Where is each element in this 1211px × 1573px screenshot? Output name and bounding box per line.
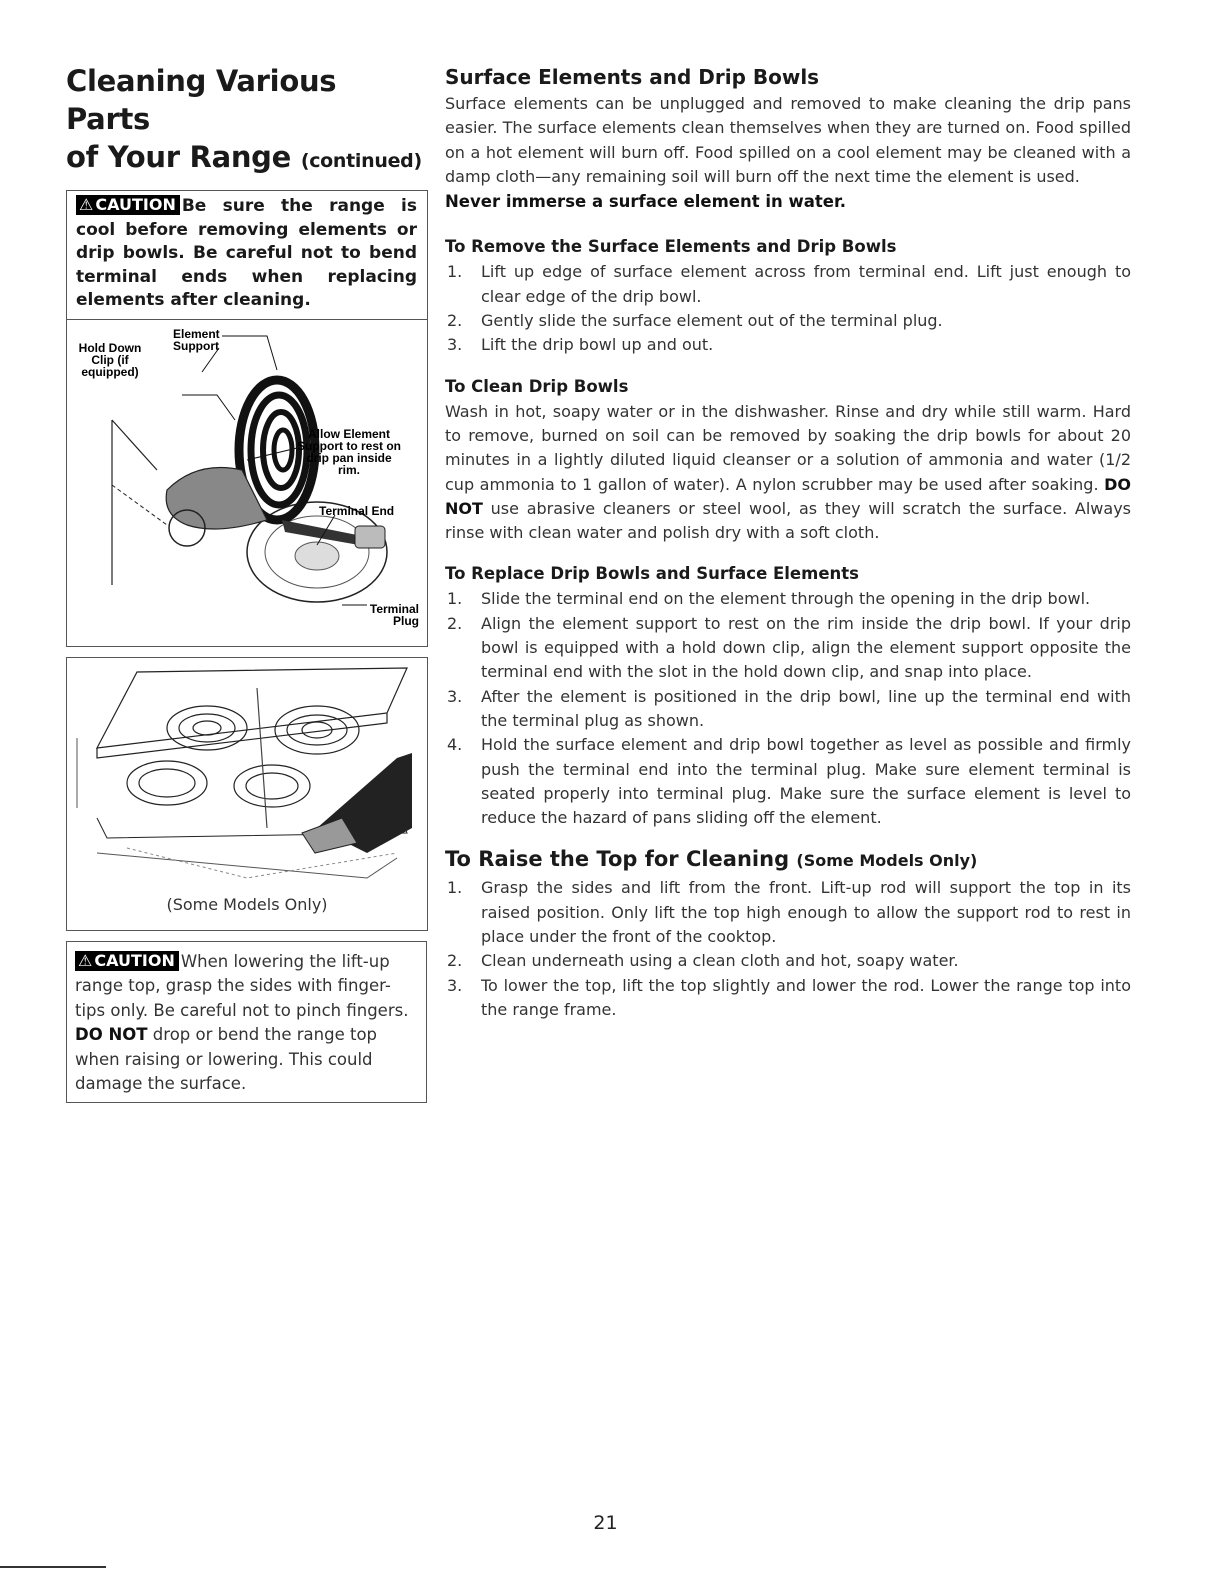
step-text: Gently slide the surface element out of the terminal plug. xyxy=(481,311,943,331)
list-item xyxy=(445,974,1131,1023)
step-number: 2. xyxy=(447,951,463,971)
section-body xyxy=(445,400,1131,546)
caution-text-b: drop or bend the range top when raising or lowering. This could damage the surface. xyxy=(75,1025,378,1093)
remove-section xyxy=(445,234,1131,357)
caution-notice-elements xyxy=(66,190,428,319)
step-text: Clean underneath using a clean cloth and hot, soapy water. xyxy=(481,951,959,971)
section-heading: To Clean Drip Bowls xyxy=(445,376,629,396)
warning-triangle-icon: ⚠ xyxy=(79,195,94,214)
step-number: 3. xyxy=(447,335,463,355)
clean-section xyxy=(445,374,1131,546)
caution-badge xyxy=(75,951,179,971)
step-number: 4. xyxy=(447,735,463,755)
caution-badge xyxy=(76,195,180,215)
list-item xyxy=(445,260,1131,309)
right-column xyxy=(445,62,1131,1022)
label-terminal-plug: Terminal Plug xyxy=(369,601,419,628)
section-heading: To Replace Drip Bowls and Surface Elements xyxy=(445,564,859,584)
section-heading: To Remove the Surface Elements and Drip Bowls xyxy=(445,237,897,257)
lift-top-figure xyxy=(66,657,428,931)
step-number: 1. xyxy=(447,262,463,282)
range-top xyxy=(97,668,407,748)
title-line-2: of Your Range xyxy=(66,140,292,174)
label-terminal-end: Terminal End xyxy=(319,503,395,518)
step-text: Hold the surface element and drip bowl together as level as possible and firmly push the terminal end into the terminal plug. Make sure element terminal is seated properly into terminal plug. Make sure the surface element is level to reduce the hazard of pans sliding off the element. xyxy=(481,735,1131,828)
section-body: Surface elements can be unplugged and removed to make cleaning the drip pans easier. The surface elements clean themselves when they are turned on. Food spilled on a hot element will burn off. Food spilled on a cool element may be cleaned with a damp cloth—any remaining soil will burn off the next time the element is used. xyxy=(445,94,1131,186)
page-title xyxy=(66,62,428,180)
raise-steps xyxy=(445,876,1131,1022)
caution-text: Be sure the range is cool before removing elements or drip bowls. Be careful not to bend terminal ends when replacing elements after cleaning. xyxy=(76,196,417,311)
step-text: Grasp the sides and lift from the front. Lift-up rod will support the top in its raised position. Only lift the top high enough to allow the support rod to rest in place under the front of the cooktop. xyxy=(481,878,1131,947)
step-text: Slide the terminal end on the element through the opening in the drip bowl. xyxy=(481,589,1091,609)
body-text-b: use abrasive cleaners or steel wool, as they will scratch the surface. Always rinse with clean water and polish dry with a soft cloth. xyxy=(445,498,1131,543)
surface-elements-section xyxy=(445,62,1131,214)
list-item xyxy=(445,333,1131,357)
step-number: 1. xyxy=(447,589,463,609)
caution-badge-label: CAUTION xyxy=(94,950,175,970)
step-number: 3. xyxy=(447,686,463,706)
step-text: Align the element support to rest on the rim inside the drip bowl. If your drip bowl is equipped with a hold down clip, align the element support opposite the terminal end with the slot in the hold down clip, and snap into place. xyxy=(481,613,1131,682)
caution-text-a: When lowering the lift-up range top, grasp the sides with finger-tips only. Be careful not to pinch fingers. xyxy=(75,951,409,1020)
list-item xyxy=(445,587,1131,611)
caution-notice-lift-top xyxy=(66,941,427,1103)
list-item xyxy=(445,685,1131,734)
terminal-plug xyxy=(355,526,385,548)
label-element-support: Element Support xyxy=(173,326,220,353)
step-number: 1. xyxy=(447,878,463,898)
immerse-warning xyxy=(445,190,1131,214)
replace-section xyxy=(445,561,1131,830)
step-number: 2. xyxy=(447,613,463,633)
body-text-a: Wash in hot, soapy water or in the dishwasher. Rinse and dry while still warm. Hard to remove, burned on soil can be removed by soaking the drip bowls for about 20 minutes in a lightly diluted liquid cleanser or a solution of ammonia and water (1/2 cup ammonia to 1 gallon of water). A nylon scrubber may be used after soaking. xyxy=(445,401,1131,494)
step-number: 2. xyxy=(447,311,463,331)
title-line-1: Cleaning Various Parts xyxy=(66,64,337,136)
range-top-illustration xyxy=(67,658,427,930)
section-heading-text: To Raise the Top for Cleaning xyxy=(445,847,790,872)
footer-rule xyxy=(0,1566,106,1568)
step-text: After the element is positioned in the drip bowl, line up the terminal end with the terminal plug as shown. xyxy=(481,686,1131,730)
left-column xyxy=(66,62,428,1103)
caution-emphasis: DO NOT xyxy=(75,1025,148,1045)
remove-steps xyxy=(445,260,1131,357)
step-text: To lower the top, lift the top slightly and lower the rod. Lower the range top into the range frame. xyxy=(481,975,1131,1019)
section-heading-suffix: (Some Models Only) xyxy=(796,851,978,871)
figure-caption: (Some Models Only) xyxy=(166,894,328,914)
step-number: 3. xyxy=(447,975,463,995)
list-item xyxy=(445,733,1131,830)
caution-badge-label: CAUTION xyxy=(95,195,176,214)
list-item xyxy=(445,949,1131,973)
replace-steps xyxy=(445,587,1131,830)
section-heading: Surface Elements and Drip Bowls xyxy=(445,65,820,89)
body-emphasis: DO NOT xyxy=(445,474,1131,518)
step-text: Lift the drip bowl up and out. xyxy=(481,335,714,355)
list-item xyxy=(445,612,1131,685)
immerse-warning-text: Never immerse a surface element in water. xyxy=(445,192,847,212)
warning-triangle-icon: ⚠ xyxy=(78,950,93,970)
label-allow-element: Allow Element Support to rest on drip pan inside rim. xyxy=(297,426,401,477)
step-text: Lift up edge of surface element across from terminal end. Lift just enough to clear edge of the drip bowl. xyxy=(481,262,1131,306)
label-hold-down-clip: Hold Down Clip (if equipped) xyxy=(78,340,142,379)
list-item xyxy=(445,876,1131,949)
section-heading xyxy=(445,844,1131,876)
title-suffix: (continued) xyxy=(300,150,422,172)
raise-top-section xyxy=(445,844,1131,1022)
list-item xyxy=(445,309,1131,333)
page-number: 21 xyxy=(593,1512,618,1534)
element-removal-figure xyxy=(66,319,428,647)
